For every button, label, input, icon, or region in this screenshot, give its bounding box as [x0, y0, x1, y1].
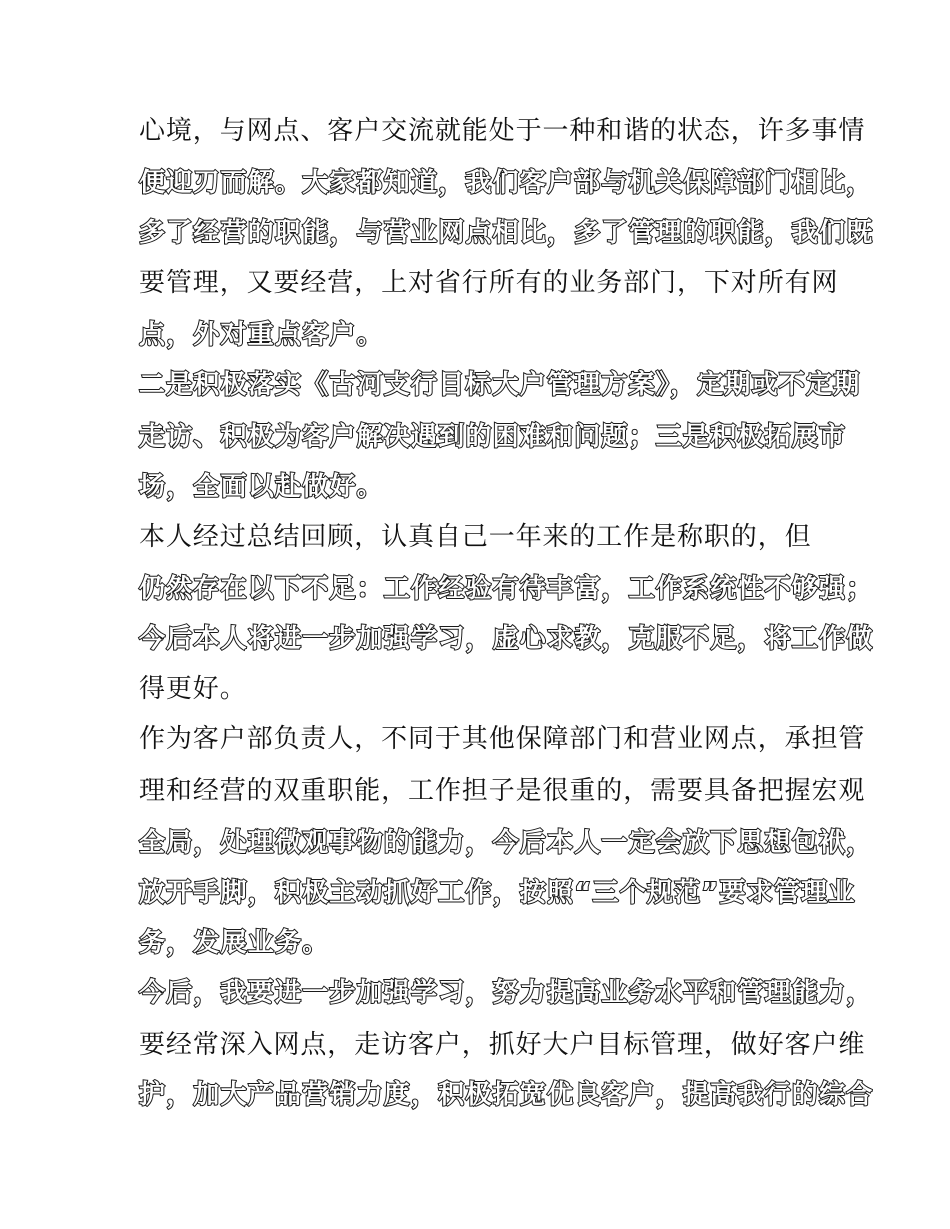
text-line-12: 得更好。 [139, 674, 247, 704]
text-line-6: 二是积极落实《古河支行目标大户管理方案》，定期或不定期 [139, 370, 861, 400]
text-line-4: 要管理，又要经营，上对省行所有的业务部门，下对所有网 [139, 268, 839, 298]
text-line-18: 今后，我要进一步加强学习，努力提高业务水平和管理能力， [139, 978, 874, 1008]
text-line-7: 走访、积极为客户解决遇到的困难和问题；三是积极拓展市 [139, 422, 847, 452]
text-line-3: 多了经营的职能，与营业网点相比，多了管理的职能，我们既 [139, 218, 874, 248]
text-line-16: 放开手脚，积极主动抓好工作，按照“三个规范”要求管理业 [139, 878, 856, 908]
text-line-2: 便迎刃而解。大家都知道，我们客户部与机关保障部门相比， [139, 168, 874, 198]
text-line-14: 理和经营的双重职能，工作担子是很重的，需要具备把握宏观 [139, 776, 866, 806]
text-line-13: 作为客户部负责人，不同于其他保障部门和营业网点，承担管 [139, 724, 866, 754]
text-line-19: 要经常深入网点，走访客户，抓好大户目标管理，做好客户维 [139, 1030, 866, 1060]
text-line-1: 心境，与网点、客户交流就能处于一种和谐的状态，许多事情 [139, 116, 866, 146]
text-line-11: 今后本人将进一步加强学习，虚心求教，克服不足，将工作做 [139, 624, 874, 654]
text-line-9: 本人经过总结回顾，认真自己一年来的工作是称职的，但 [139, 522, 812, 552]
text-line-15: 全局，处理微观事物的能力，今后本人一定会放下思想包袱， [139, 828, 874, 858]
text-line-10: 仍然存在以下不足：工作经验有待丰富，工作系统性不够强； [139, 574, 874, 604]
text-line-5: 点，外对重点客户。 [139, 320, 384, 350]
text-line-17: 务，发展业务。 [139, 928, 330, 958]
text-line-20: 护，加大产品营销力度，积极拓宽优良客户，提高我行的综合 [139, 1080, 874, 1110]
text-line-8: 场，全面以赴做好。 [139, 472, 384, 502]
